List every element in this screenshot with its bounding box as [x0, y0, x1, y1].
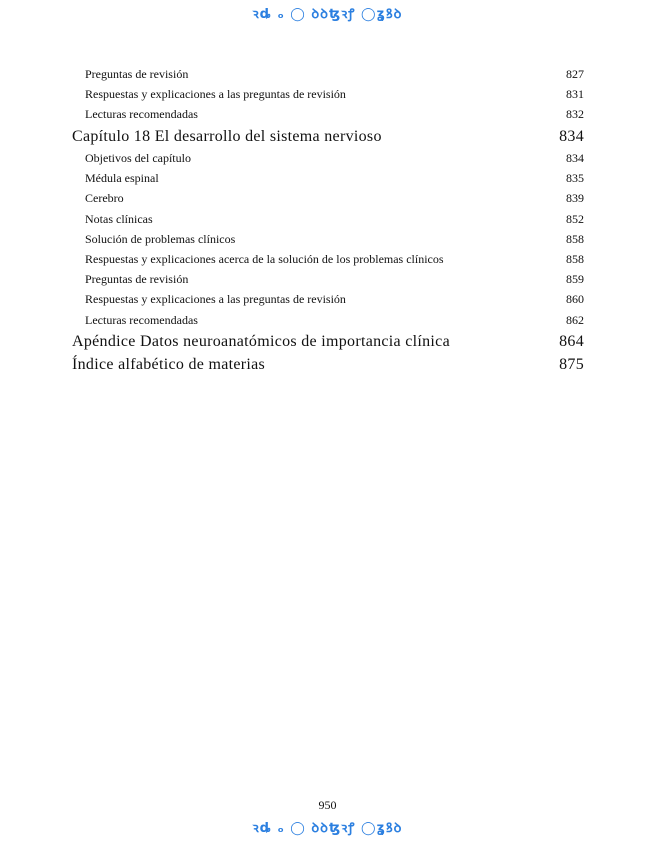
toc-entry-title: Respuestas y explicaciones a las preguntas de revisión	[85, 292, 346, 307]
toc-entry-page: 834	[559, 127, 584, 145]
toc-entry-title: Respuestas y explicaciones a las preguntas de revisión	[85, 87, 346, 102]
toc-index-entry[interactable]	[72, 353, 584, 377]
toc-entry-page: 832	[566, 107, 584, 122]
toc-entry-title: Lecturas recomendadas	[85, 312, 198, 327]
toc-appendix-entry[interactable]	[72, 330, 584, 354]
toc-entry-title: Respuestas y explicaciones acerca de la solución de los problemas clínicos	[85, 252, 444, 266]
toc-entry-page: 858	[566, 252, 584, 266]
toc-entry[interactable]	[72, 229, 584, 249]
watermark-bottom: ꝛȡ ₒ ◯ ꝺꝺꜩꝛꝭ ◯ʓꝸꝺ	[252, 821, 403, 836]
page-number: 950	[318, 798, 337, 812]
toc-entry-title: Lecturas recomendadas	[85, 107, 198, 122]
toc-entry-title: Índice alfabético de materias	[72, 356, 266, 374]
toc-entry-page: 852	[566, 211, 584, 226]
toc-entry[interactable]	[72, 289, 584, 309]
toc-entry-title: Cerebro	[85, 191, 124, 206]
toc-entry-title: Notas clínicas	[85, 211, 153, 226]
toc-entry[interactable]	[72, 104, 584, 124]
toc-entry-page: 835	[566, 171, 584, 186]
toc-entry-title: Preguntas de revisión	[85, 272, 189, 287]
toc-entry-page: 858	[566, 231, 584, 246]
toc-entry[interactable]	[72, 269, 584, 289]
toc-chapter-entry[interactable]	[72, 125, 584, 149]
toc-entry-page: 831	[566, 87, 584, 102]
toc-entry[interactable]	[72, 188, 584, 208]
toc-entry[interactable]	[72, 168, 584, 188]
toc-entry-page: 859	[566, 272, 584, 287]
toc-entry[interactable]	[72, 64, 584, 84]
watermark-top: ꝛȡ ₒ ◯ ꝺꝺꜩꝛꝭ ◯ʓꝸꝺ	[252, 7, 403, 22]
toc-entry[interactable]	[72, 84, 584, 104]
toc-entry-page: 834	[566, 151, 584, 166]
toc-entry[interactable]	[72, 310, 584, 330]
toc-entry[interactable]	[72, 249, 584, 269]
toc-entry-title: Capítulo 18 El desarrollo del sistema nervioso	[72, 127, 382, 145]
toc-entry-page: 862	[566, 312, 584, 327]
table-of-contents	[72, 64, 584, 377]
toc-entry-page: 860	[566, 292, 584, 307]
toc-entry[interactable]	[72, 209, 584, 229]
toc-entry-title: Objetivos del capítulo	[85, 151, 191, 166]
toc-entry-title: Solución de problemas clínicos	[85, 231, 236, 246]
toc-entry[interactable]	[72, 148, 584, 168]
toc-entry-title: Médula espinal	[85, 171, 159, 186]
toc-entry-title: Apéndice Datos neuroanatómicos de importancia clínica	[72, 332, 450, 350]
toc-entry-title: Preguntas de revisión	[85, 67, 189, 81]
toc-entry-page: 839	[566, 191, 584, 206]
toc-entry-page: 864	[559, 332, 584, 350]
toc-entry-page: 875	[559, 356, 584, 374]
toc-entry-page: 827	[566, 67, 584, 81]
